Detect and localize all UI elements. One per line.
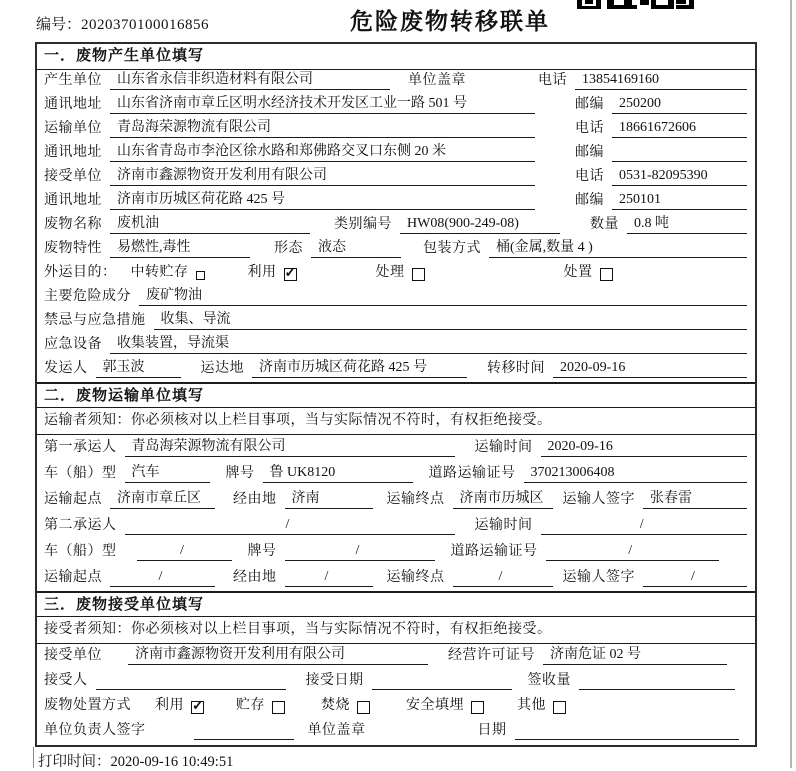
form-field [44,140,535,162]
field-label: 接受单位 [44,648,102,663]
field-label: 数量 [590,217,619,232]
field-label: 经由地 [233,570,277,585]
form-field [44,332,747,354]
field-value: / [546,543,720,561]
field-value: 济南市历城区荷花路 425 号 [252,356,467,378]
field-value: 济南市章丘区 [110,487,215,509]
field-label: 邮编 [575,145,604,160]
field-label: 经由地 [233,492,277,507]
checkbox-item [248,261,297,282]
form-field [475,436,748,457]
form-field [448,643,747,665]
field-value: / [125,517,455,535]
form-field [538,69,747,90]
field-value: / [137,543,232,561]
checkbox-item [155,694,204,715]
form-row [37,539,755,565]
field-label: 运输起点 [44,492,102,507]
field-label: 单位盖章 [408,73,466,88]
form-field [423,236,747,258]
field-label: 邮编 [575,193,604,208]
form-row [37,70,755,94]
form-field [44,236,250,258]
checkbox-label: 其他 [517,698,546,713]
field-label: 邮编 [575,97,604,112]
checkbox-label: 中转贮存 [130,265,189,280]
form-field [44,284,747,306]
field-value: 易燃性,毒性 [110,236,250,258]
field-label: 电话 [538,73,567,88]
field-label: 签收量 [527,673,571,688]
field-value: 山东省青岛市李沧区徐水路和郑佛路交叉口东侧 20 米 [110,140,535,162]
checkbox-item [321,694,370,715]
field-value [579,672,735,690]
section-title: 三．废物接受单位填写 [37,591,755,617]
checkbox-unchecked-icon [196,271,205,280]
form-field [575,165,747,186]
field-label: 废物名称 [44,217,102,232]
checkbox-unchecked-icon [357,701,370,714]
section-notice: 接受者须知：你必须核对以上栏目事项，当与实际情况不符时，有权拒绝接受。 [37,617,755,644]
field-label: 道路运输证号 [450,544,538,559]
field-value: 济南市鑫源物资开发利用有限公司 [110,164,535,186]
qr-code-icon [577,0,701,9]
checkbox-item [131,261,205,282]
page-corner-mark [33,747,34,768]
field-label: 包装方式 [423,241,481,256]
checkbox-label: 贮存 [236,698,265,713]
field-label: 车（船）型 [44,466,117,481]
field-value: 济南市历城区荷花路 425 号 [110,188,535,210]
form-field [233,487,373,509]
field-label: 转移时间 [487,361,545,376]
form-field [44,719,294,740]
form-field [44,92,535,114]
form-row [37,694,755,719]
field-label: 运输人签字 [562,570,635,585]
field-value: 济南危证 02 号 [543,643,727,665]
form-row [37,334,755,358]
checkbox-group-label: 废物处置方式 [44,698,131,713]
print-time-label: 打印时间： [38,754,111,770]
field-value: 0531-82095390 [612,168,747,186]
field-value [515,722,740,740]
checkbox-unchecked-icon [600,268,613,281]
field-label: 应急设备 [44,337,102,352]
form-row [37,644,755,669]
field-label: 运输时间 [474,440,533,455]
form-field [44,188,535,210]
form-field [44,308,747,330]
field-value: / [541,517,748,535]
form-row [37,262,755,286]
field-label: 经营许可证号 [448,648,535,663]
checkbox-item [564,261,613,282]
field-label: 通讯地址 [44,145,102,160]
field-label: 接受人 [44,673,88,688]
field-label: 运输单位 [44,121,102,136]
form-field [44,356,181,378]
form-field [44,116,535,138]
checkbox-label: 焚烧 [321,698,350,713]
form-field [44,566,215,587]
checkbox-item [236,694,285,715]
checkbox-item [406,694,484,715]
form-row [37,94,755,118]
document-header [0,0,796,42]
form-field [248,540,435,561]
field-label: 运输起点 [44,570,102,585]
checkbox-checked-icon [191,701,204,714]
field-value: 张春雷 [643,487,747,509]
field-value: 桶(金属,数量 4 ) [489,236,747,258]
form-field [44,164,535,186]
checkbox-label: 处理 [375,265,405,280]
field-value [194,722,294,740]
form-row [37,358,755,382]
form-field [306,669,512,690]
form-field [44,461,210,483]
form-row [37,513,755,539]
field-value: 18661672606 [612,120,747,138]
form-row [37,118,755,142]
form-field [475,514,748,535]
field-value: 液态 [311,236,401,258]
print-time-value: 2020-09-16 10:49:51 [110,754,234,770]
serial-value: 2020370100016856 [81,17,210,33]
field-value: 2020-09-16 [553,360,747,378]
field-value: 0.8 吨 [627,212,747,234]
form-field [575,189,747,210]
field-label: 日期 [477,723,507,738]
form-field [201,356,468,378]
field-label: 运输时间 [474,518,533,533]
form-row [37,142,755,166]
form-row [37,565,755,591]
form-field [575,93,747,114]
form-field [44,540,232,561]
field-value: / [643,569,747,587]
field-label: 电话 [575,121,604,136]
form-field [451,540,748,561]
section-title: 二．废物运输单位填写 [37,382,755,408]
page-title: 危险废物转移联单 [350,9,550,34]
checkbox-label: 安全填埋 [406,698,464,713]
form-field [429,462,748,483]
field-label: 主要危险成分 [44,289,131,304]
form-field [487,357,747,378]
form-field [563,566,748,587]
field-label: 运输终点 [386,492,445,507]
form-field [387,566,553,587]
form-field [44,212,310,234]
field-value: 2020-09-16 [541,439,748,457]
field-value: 山东省永信非织造材料有限公司 [110,68,390,90]
checkbox-label: 处置 [563,265,593,280]
form-field [308,719,366,740]
form-field [226,461,413,483]
field-value: 收集、导流 [154,308,748,330]
field-label: 车（船）型 [44,544,117,559]
page-edge-line [790,0,792,768]
form-field [44,487,215,509]
field-label: 通讯地址 [44,97,102,112]
field-label: 牌号 [225,466,255,481]
field-label: 单位盖章 [307,723,366,738]
checkbox-label: 利用 [155,698,184,713]
checkbox-unchecked-icon [272,701,285,714]
form-row [37,435,755,461]
manifest-form [35,42,757,747]
field-value: 郭玉波 [96,356,181,378]
checkbox-unchecked-icon [553,701,566,714]
field-label: 单位负责人签字 [44,723,146,738]
checkbox-group-label: 外运目的： [44,265,117,280]
field-value: 济南市鑫源物资开发利用有限公司 [128,643,428,665]
field-value: 鲁 UK8120 [263,461,413,483]
form-field [44,514,455,535]
form-row [37,286,755,310]
field-value: 济南 [285,487,373,509]
form-field [44,643,428,665]
form-field [334,213,560,234]
field-value: 250200 [612,96,747,114]
checkbox-label: 利用 [247,265,277,280]
field-value: 废矿物油 [139,284,747,306]
section-transporter [37,382,755,591]
field-value: HW08(900-249-08) [400,216,560,234]
section-notice: 运输者须知：你必须核对以上栏目事项，当与实际情况不符时，有权拒绝接受。 [37,408,755,435]
field-value [96,672,286,690]
form-field [478,719,748,740]
form-field [274,236,401,258]
form-field [575,117,747,138]
field-label: 发运人 [44,361,88,376]
checkbox-unchecked-icon [471,701,484,714]
field-label: 产生单位 [44,73,102,88]
field-label: 第一承运人 [44,440,117,455]
field-label: 运输终点 [386,570,445,585]
field-label: 接受单位 [44,169,102,184]
field-label: 第二承运人 [44,518,117,533]
field-value [372,672,512,690]
form-field [590,212,747,234]
checkbox-item [376,261,425,282]
field-value: 青岛海荣源物流有限公司 [110,116,535,138]
form-row [37,719,755,744]
form-field [528,669,748,690]
checkbox-unchecked-icon [412,268,425,281]
form-row [37,487,755,513]
field-value: / [110,569,215,587]
field-label: 废物特性 [44,241,102,256]
field-value: 山东省济南市章丘区明水经济技术开发区工业一路 501 号 [110,92,535,114]
form-field [575,141,747,162]
section-title: 一．废物产生单位填写 [37,44,755,70]
field-value: 370213006408 [524,465,748,483]
field-value: 收集装置，导流渠 [110,332,747,354]
form-field [233,566,373,587]
field-label: 禁忌与应急措施 [44,313,146,328]
field-label: 电话 [575,169,604,184]
form-field [44,435,455,457]
form-field [44,68,390,90]
field-label: 类别编号 [334,217,392,232]
field-label: 道路运输证号 [428,466,516,481]
form-row [37,669,755,694]
field-value [612,144,747,162]
field-value: 汽车 [125,461,210,483]
field-value: 250101 [612,192,747,210]
field-label: 形态 [274,241,303,256]
form-row [37,214,755,238]
field-value: / [285,569,373,587]
field-label: 通讯地址 [44,193,102,208]
checkbox-item [517,694,566,715]
form-field [44,669,286,690]
field-label: 运输人签字 [562,492,635,507]
field-value: 废机油 [110,212,310,234]
form-field [563,487,748,509]
form-row [37,461,755,487]
checkbox-checked-icon [284,268,297,281]
form-row [37,310,755,334]
form-field [408,69,466,90]
form-row [37,238,755,262]
form-row [37,166,755,190]
form-row [37,190,755,214]
field-value: 济南市历城区 [453,487,553,509]
serial-label: 编号： [36,17,82,33]
field-value: / [285,543,435,561]
field-value: / [453,569,553,587]
field-value: 13854169160 [575,72,747,90]
field-label: 接受日期 [305,673,364,688]
field-label: 运达地 [200,361,244,376]
form-field [387,487,553,509]
field-label: 牌号 [247,544,277,559]
field-value: 青岛海荣源物流有限公司 [125,435,455,457]
section-receiver [37,591,755,744]
section-producer [37,44,755,382]
